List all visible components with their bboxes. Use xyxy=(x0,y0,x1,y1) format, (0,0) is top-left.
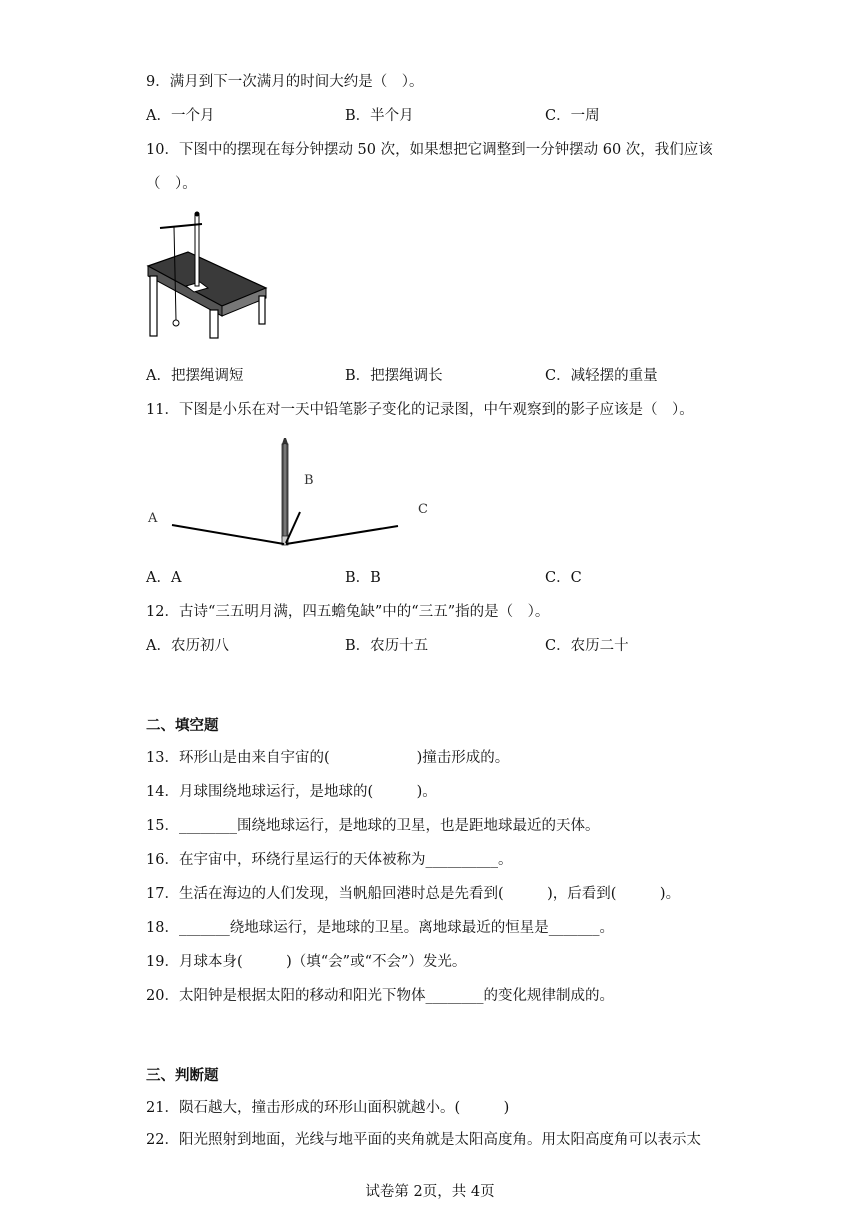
q14: 14．月球围绕地球运行，是地球的( )。 xyxy=(146,784,437,800)
page-footer: 试卷第 2页，共 4页 xyxy=(365,1184,495,1200)
shadow-label-c: C xyxy=(418,502,428,517)
q16: 16．在宇宙中，环绕行星运行的天体被称为__________。 xyxy=(146,852,513,868)
q17: 17．生活在海边的人们发现，当帆船回港时总是先看到( )，后看到( )。 xyxy=(146,886,681,902)
q13: 13．环形山是由来自宇宙的( )撞击形成的。 xyxy=(146,750,510,766)
section2-title: 二、填空题 xyxy=(146,717,219,734)
q18: 18．_______绕地球运行，是地球的卫星。离地球最近的恒星是_______。 xyxy=(146,920,614,936)
q12-option-a: A．农历初八 xyxy=(146,638,229,654)
shadow-label-b: B xyxy=(304,473,314,488)
q11-option-c: C．C xyxy=(545,570,582,586)
q12-option-b: B．农历十五 xyxy=(345,638,429,654)
q15: 15．________围绕地球运行，是地球的卫星，也是距地球最近的天体。 xyxy=(146,818,600,834)
q10-stem-line2: （ ）。 xyxy=(146,176,197,192)
shadow-label-a: A xyxy=(148,511,158,526)
q9-stem: 9．满月到下一次满月的时间大约是（ ）。 xyxy=(146,74,424,90)
q21: 21．陨石越大，撞击形成的环形山面积就越小。( ) xyxy=(146,1100,510,1116)
section3-title: 三、判断题 xyxy=(146,1067,219,1084)
q9-option-c: C．一周 xyxy=(545,108,600,124)
q9-option-a: A．一个月 xyxy=(146,108,215,124)
pendulum-figure xyxy=(140,206,275,342)
q12-option-c: C．农历二十 xyxy=(545,638,629,654)
q9-option-b: B．半个月 xyxy=(345,108,414,124)
q10-option-a: A．把摆绳调短 xyxy=(146,368,244,384)
q12-stem: 12．古诗“三五明月满，四五蟾兔缺”中的“三五”指的是（ ）。 xyxy=(146,604,550,620)
q20: 20．太阳钟是根据太阳的移动和阳光下物体________的变化规律制成的。 xyxy=(146,988,614,1004)
q11-stem: 11．下图是小乐在对一天中铅笔影子变化的记录图，中午观察到的影子应该是（ ）。 xyxy=(146,402,694,418)
q11-option-b: B．B xyxy=(345,570,381,586)
q22: 22．阳光照射到地面，光线与地平面的夹角就是太阳高度角。用太阳高度角可以表示太 xyxy=(146,1132,701,1148)
pencil-shadow-figure xyxy=(140,432,440,552)
q10-stem-line1: 10．下图中的摆现在每分钟摆动 50 次，如果想把它调整到一分钟摆动 60 次，我们应该 xyxy=(146,142,713,158)
q19: 19．月球本身( )（填“会”或“不会”）发光。 xyxy=(146,954,467,970)
q10-option-c: C．减轻摆的重量 xyxy=(545,368,658,384)
q10-option-b: B．把摆绳调长 xyxy=(345,368,443,384)
q11-option-a: A．A xyxy=(146,570,182,586)
